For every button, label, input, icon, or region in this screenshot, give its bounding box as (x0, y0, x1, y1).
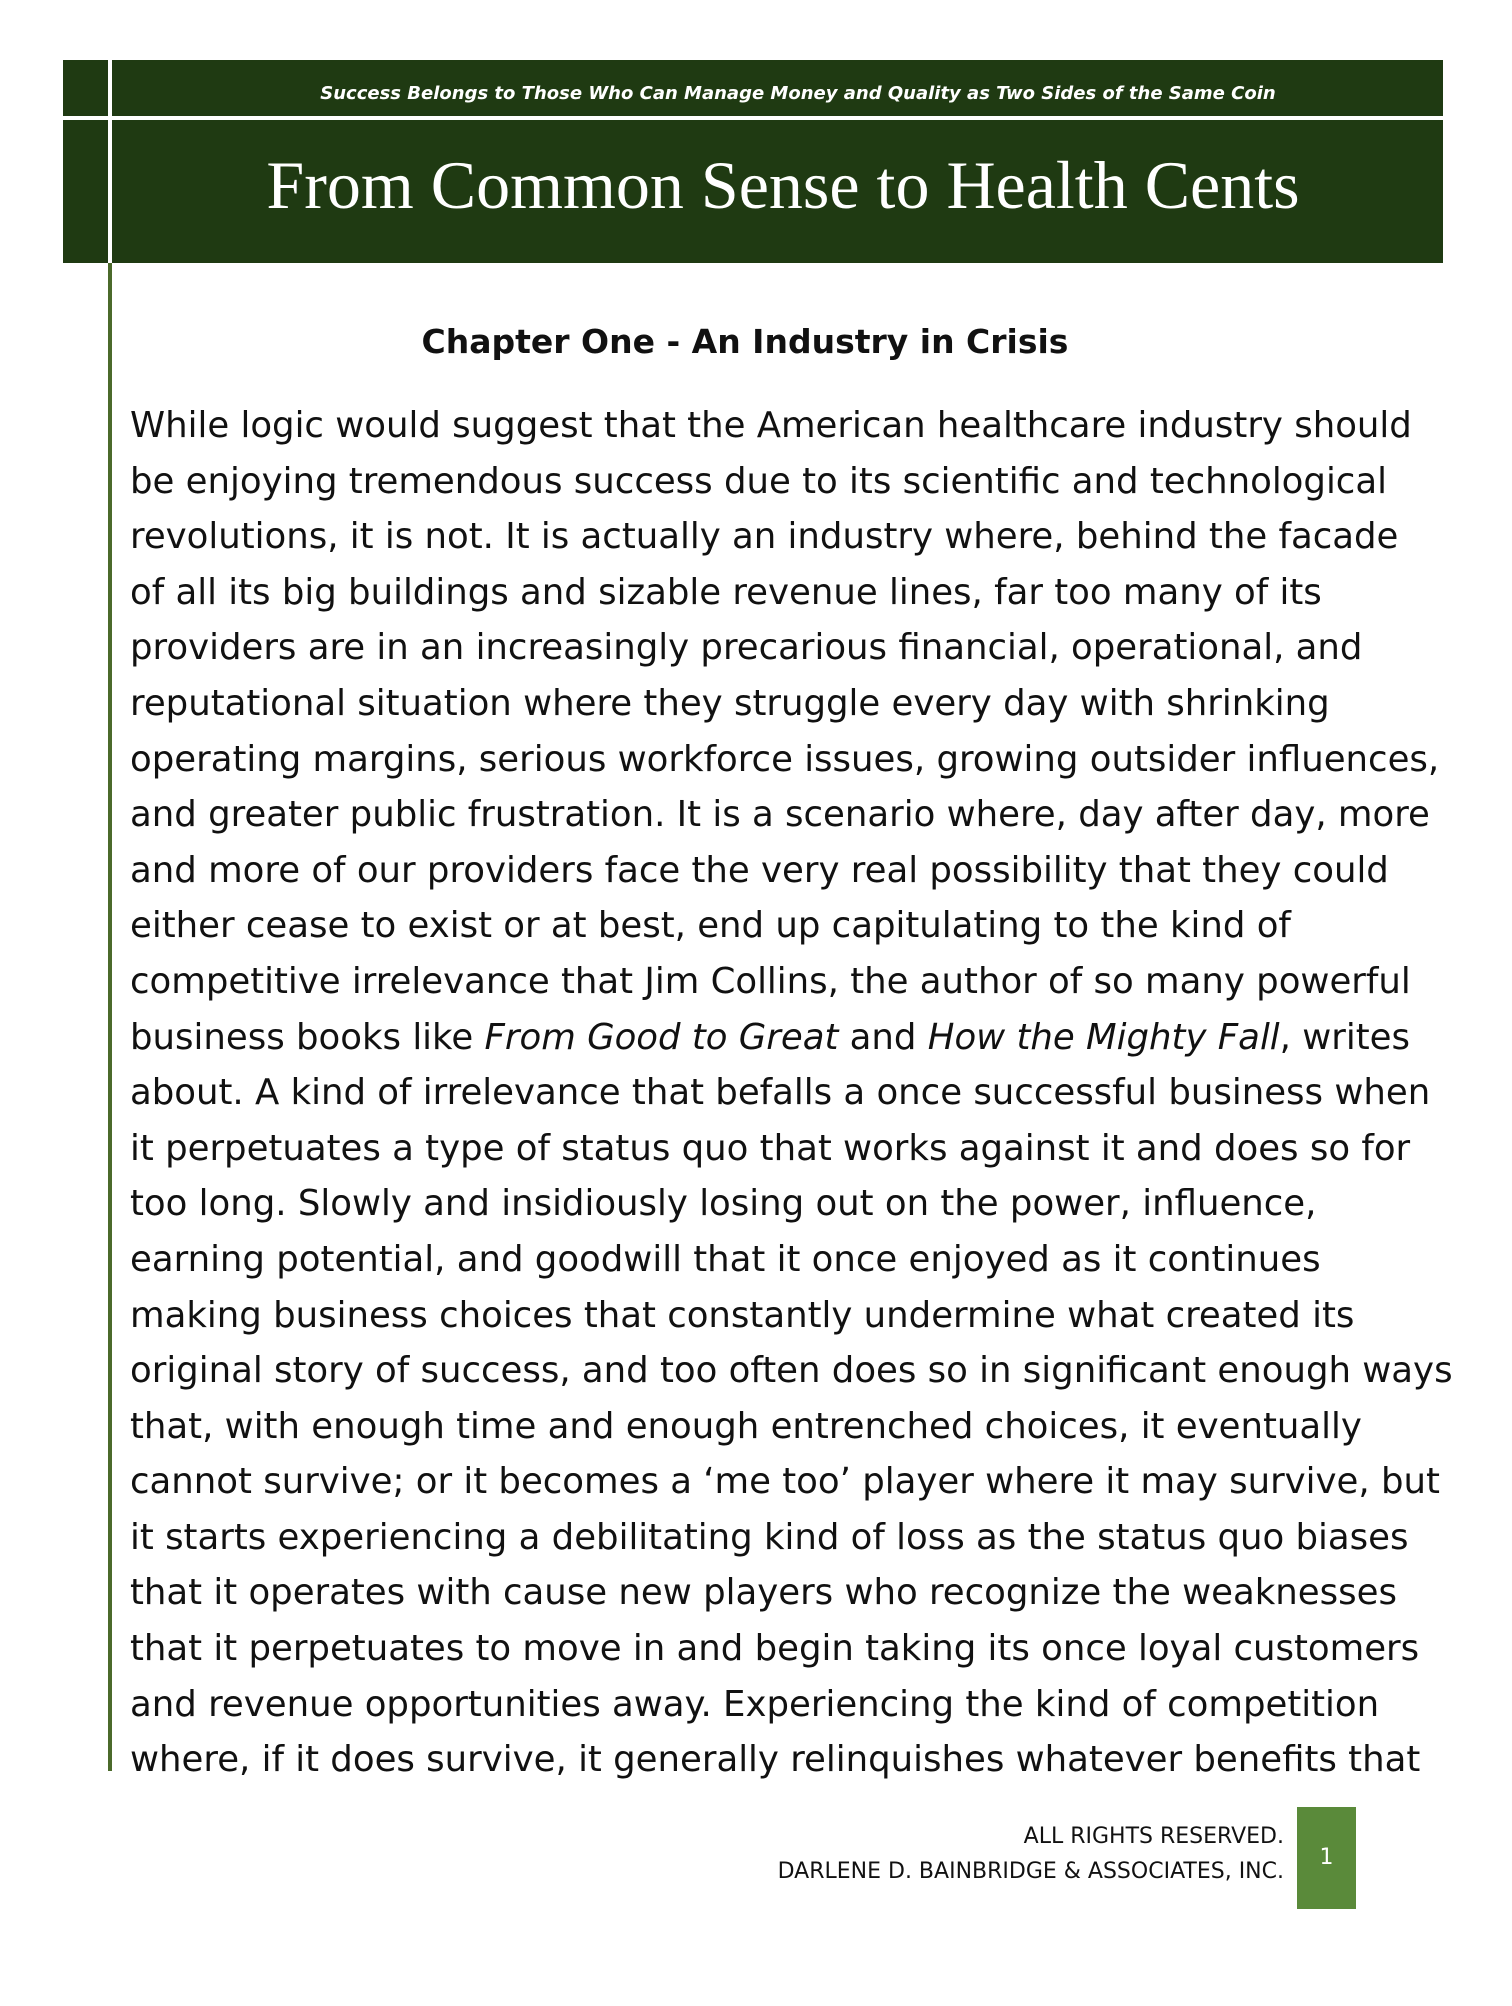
footer-company: DARLENE D. BAINBRIDGE & ASSOCIATES, INC. (777, 1859, 1284, 1884)
text-segment: and more of our providers face the very real possibility that they could (130, 849, 1389, 891)
text-segment: about. A kind of irrelevance that befalls a once successful business when (130, 1072, 1431, 1114)
text-segment: revolutions, it is not. It is actually an industry where, behind the facade (130, 516, 1399, 558)
header-tagline: Success Belongs to Those Who Can Manage Money and Quality as Two Sides of the Same Coin (320, 83, 1276, 104)
text-line (130, 1121, 1420, 1177)
text-segment: that it operates with cause new players who recognize the weaknesses (130, 1572, 1397, 1614)
text-line (130, 1621, 1420, 1677)
text-line (130, 620, 1420, 676)
text-segment: providers are in an increasingly precarious financial, operational, and (130, 627, 1363, 669)
page-number-badge (1297, 1807, 1356, 1909)
header-banner (63, 60, 1443, 263)
body-paragraph (130, 398, 1453, 1788)
text-segment: of all its big buildings and sizable revenue lines, far too many of its (130, 571, 1322, 613)
text-segment: earning potential, and goodwill that it once enjoyed as it continues (130, 1238, 1321, 1280)
text-segment: and revenue opportunities away. Experiencing the kind of competition (130, 1683, 1380, 1725)
text-segment: cannot survive; or it becomes a ‘me too’ player where it may survive, but (130, 1461, 1440, 1503)
text-line (130, 1399, 1420, 1455)
margin-rule (108, 263, 112, 1771)
text-line (130, 1454, 1440, 1510)
text-segment: either cease to exist or at best, end up capitulating to the kind of (130, 905, 1291, 947)
text-line (130, 1288, 1420, 1344)
text-line (130, 1010, 1420, 1066)
text-line (130, 898, 1420, 954)
text-line (130, 954, 1420, 1010)
text-line (130, 1232, 1420, 1288)
chapter-heading: Chapter One - An Industry in Crisis (421, 322, 1069, 361)
text-segment: be enjoying tremendous success due to its scientific and technological (130, 460, 1387, 502)
text-segment: too long. Slowly and insidiously losing out on the power, influence, (130, 1183, 1317, 1225)
text-segment: that, with enough time and enough entrenched choices, it eventually (130, 1405, 1362, 1447)
text-line (130, 1565, 1420, 1621)
text-segment: and greater public frustration. It is a scenario where, day after day, more (130, 794, 1430, 836)
text-line (130, 1732, 1420, 1788)
text-line (130, 1176, 1420, 1232)
text-segment: , writes (1279, 1016, 1410, 1058)
book-title: From Good to Great (484, 1016, 839, 1058)
page-number: 1 (1319, 1845, 1334, 1870)
text-line (130, 1677, 1420, 1733)
text-segment: making business choices that constantly undermine what created its (130, 1294, 1355, 1336)
document-title: From Common Sense to Health Cents (266, 147, 1300, 223)
text-line (130, 509, 1420, 565)
text-segment: and (838, 1016, 928, 1058)
text-line (130, 732, 1440, 788)
text-line (130, 565, 1420, 621)
text-segment: it perpetuates a type of status quo that works against it and does so for (130, 1127, 1411, 1169)
text-segment: that it perpetuates to move in and begin taking its once loyal customers (130, 1628, 1420, 1670)
text-line (130, 787, 1430, 843)
header-horizontal-rule (63, 116, 1443, 120)
text-segment: it starts experiencing a debilitating kind of loss as the status quo biases (130, 1516, 1409, 1558)
text-line (130, 1065, 1431, 1121)
text-line (130, 1510, 1420, 1566)
text-segment: competitive irrelevance that Jim Collins, the author of so many powerful (130, 960, 1411, 1002)
text-segment: business books like (130, 1016, 485, 1058)
header-vertical-rule (108, 60, 112, 263)
text-segment: where, if it does survive, it generally relinquishes whatever benefits that (130, 1739, 1421, 1781)
text-segment: While logic would suggest that the American healthcare industry should (130, 405, 1412, 446)
text-segment: reputational situation where they struggle every day with shrinking (130, 682, 1330, 724)
text-segment: operating margins, serious workforce issues, growing outsider influences, (130, 738, 1440, 780)
text-line (130, 398, 1420, 454)
text-line (130, 454, 1420, 510)
text-segment: original story of success, and too often does so in significant enough ways (130, 1350, 1453, 1392)
book-title: How the Mighty Fall (927, 1016, 1280, 1058)
text-line (130, 843, 1420, 899)
text-line (130, 676, 1420, 732)
footer-rights: ALL RIGHTS RESERVED. (1023, 1824, 1284, 1849)
footer (778, 1819, 1284, 1889)
text-line (130, 1343, 1453, 1399)
